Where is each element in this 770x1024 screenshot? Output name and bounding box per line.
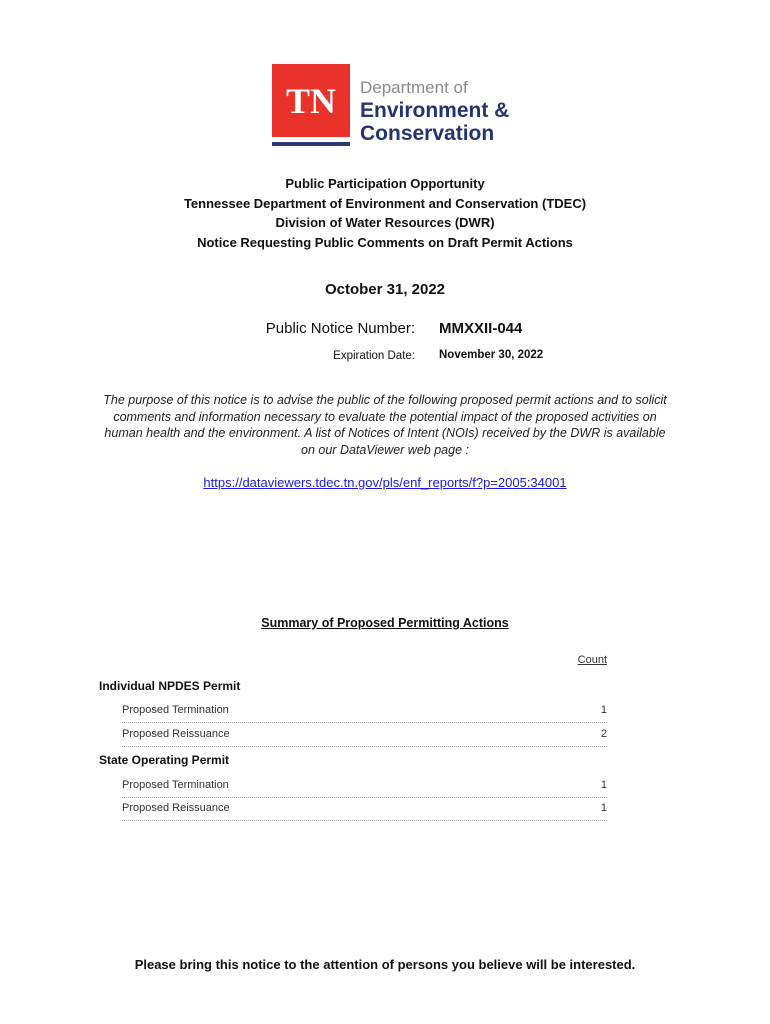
logo-text-line2: Environment & <box>360 99 510 122</box>
header-block <box>0 174 770 252</box>
group-state-operating: State Operating Permit <box>99 753 230 767</box>
tdec-logo <box>272 64 532 148</box>
table-row <box>122 728 607 747</box>
count-column-header: Count <box>577 654 607 666</box>
row-count: 1 <box>600 704 607 716</box>
logo-bar <box>272 142 350 146</box>
tn-logo-mark: TN <box>272 64 350 137</box>
purpose-paragraph: The purpose of this notice is to advise the public of the following proposed permit actions and to solicit comments and information necessary to evaluate the potential impact of the proposed activities on human health and the environment. A list of Notices of Intent (NOIs) received by the DWR is available on our DataViewer web page : <box>103 393 667 457</box>
expiration-date: November 30, 2022 <box>439 349 544 361</box>
row-count: 1 <box>600 802 607 814</box>
expiration-date-label: Expiration Date: <box>333 350 415 362</box>
table-row <box>122 802 607 821</box>
group-individual-npdes: Individual NPDES Permit <box>99 679 241 693</box>
logo-text-line3: Conservation <box>360 122 495 145</box>
logo-text-line1: Department of <box>360 78 468 97</box>
dataviewer-link[interactable]: https://dataviewers.tdec.tn.gov/pls/enf_reports/f?p=2005:34001 <box>203 475 567 490</box>
summary-title: Summary of Proposed Permitting Actions <box>261 616 509 630</box>
table-row <box>122 704 607 723</box>
public-notice-number: MMXXII-044 <box>439 320 523 337</box>
row-label: Proposed Termination <box>122 704 229 716</box>
table-row <box>122 779 607 798</box>
notice-date: October 31, 2022 <box>324 281 446 298</box>
footer-note: Please bring this notice to the attention of persons you believe will be interested. <box>134 957 636 972</box>
row-label: Proposed Termination <box>122 779 229 791</box>
row-label: Proposed Reissuance <box>122 802 230 814</box>
row-count: 2 <box>600 728 607 740</box>
header-line1: Public Participation Opportunity <box>285 176 485 191</box>
header-line4: Notice Requesting Public Comments on Draft Permit Actions <box>197 234 573 250</box>
public-notice-number-label: Public Notice Number: <box>265 320 415 337</box>
header-line2: Tennessee Department of Environment and Conservation (TDEC) <box>183 195 587 211</box>
row-count: 1 <box>600 779 607 791</box>
header-line3: Division of Water Resources (DWR) <box>275 215 495 230</box>
row-label: Proposed Reissuance <box>122 728 230 740</box>
